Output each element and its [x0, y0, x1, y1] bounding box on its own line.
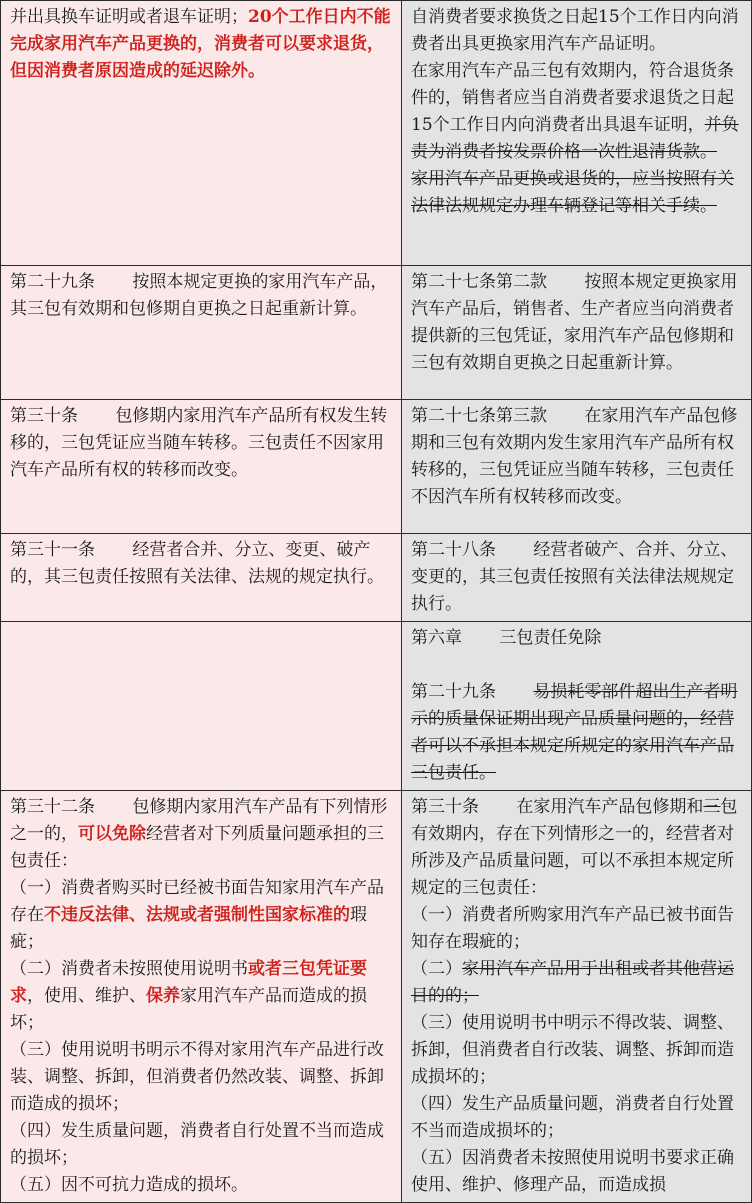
text: 并出具换车证明或者退车证明；	[10, 7, 248, 27]
text: 第二十九条	[10, 272, 95, 292]
paragraph	[10, 1037, 393, 1118]
paragraph	[411, 902, 743, 956]
old-provision-cell	[402, 622, 752, 791]
table-row	[1, 400, 752, 534]
text: 第二十九条	[411, 682, 496, 702]
text: 经营者合并、分立、变更、破产的，其三包责任按照有关法律、法规的规定执行。	[10, 540, 384, 587]
paragraph	[10, 4, 393, 85]
struck-text: 家用汽车产品用于出租或者其他营运目的的；	[411, 959, 734, 1006]
new-provision-cell	[1, 622, 402, 791]
text: 自消费者要求换货之日起15个工作日内向消费者出具更换家用汽车产品证明。	[411, 7, 739, 54]
old-provision-cell	[402, 534, 752, 622]
paragraph	[411, 537, 743, 618]
paragraph	[411, 1091, 743, 1145]
new-provision-cell	[1, 1, 402, 266]
paragraph	[411, 794, 743, 902]
paragraph	[411, 4, 743, 58]
paragraph	[411, 625, 743, 652]
paragraph	[10, 956, 393, 1037]
text: （二）消费者未按照使用说明书	[10, 959, 248, 979]
text: 经营者对下列质量问题承担的三包责任：	[10, 824, 384, 871]
text: 三包责任免除	[499, 628, 602, 648]
new-provision-cell	[1, 266, 402, 400]
paragraph	[411, 166, 743, 220]
new-provision-cell	[1, 400, 402, 534]
text: 按照本规定更换的家用汽车产品，其三包有效期和包修期自更换之日起重新计算。	[10, 272, 388, 319]
text: 瑕疵；	[10, 905, 367, 952]
text: （三）使用说明书中明示不得改装、调整、拆卸，但消费者自行改装、调整、拆卸而造成损坏的；	[411, 1013, 734, 1087]
text: 在家用汽车产品包修期和三包有效期内发生家用汽车产品所有权转移的，三包凭证应当随车转移，三包责任不因汽车所有权转移而改变。	[411, 406, 738, 507]
paragraph	[411, 1010, 743, 1091]
old-provision-cell	[402, 1, 752, 266]
struck-text: 并负责为消费者按发票价格一次性退清货款。	[411, 115, 739, 162]
text: （五）因消费者未按照使用说明书要求正确使用、维护、修理产品，而造成损	[411, 1148, 734, 1195]
text: 第三十二条	[10, 797, 95, 817]
text: 第三十条	[411, 797, 479, 817]
text: 经营者破产、合并、分立、变更的，其三包责任按照有关法律法规规定执行。	[411, 540, 738, 614]
text: 第二十七条第二款	[411, 272, 547, 292]
new-provision-cell	[1, 791, 402, 1203]
highlighted-text: 不违反法律、法规或者强制性国家标准的	[44, 905, 350, 925]
old-provision-cell	[402, 400, 752, 534]
new-provision-cell	[1, 534, 402, 622]
text: （一）消费者所购家用汽车产品已被书面告知存在瑕疵的；	[411, 905, 734, 952]
text: 在家用汽车产品三包有效期内，符合退货条件的，销售者应当自消费者要求退货之日起15个工作日内向消费者出具退车证明，	[411, 61, 734, 135]
table-row	[1, 266, 752, 400]
paragraph	[411, 652, 743, 679]
text: 包修期内家用汽车产品有下列情形之一的，	[10, 797, 388, 844]
struck-text: 易损耗零部件超出生产者明示的质量保证期出现产品质量问题的，经营者可以不承担本规定所规定的家用汽车产品三包责任。	[411, 682, 738, 783]
old-provision-cell	[402, 791, 752, 1203]
highlighted-text: 可以免除	[78, 824, 146, 844]
text: 第二十七条第三款	[411, 406, 547, 426]
paragraph	[10, 1172, 393, 1199]
highlighted-text: 或者三包凭证要求	[10, 959, 367, 1006]
text: （二）	[411, 959, 462, 979]
text: 第三十一条	[10, 540, 95, 560]
text: 第三十条	[10, 406, 78, 426]
text: 第二十八条	[411, 540, 496, 560]
text: 家用汽车产品而造成的损坏；	[10, 986, 367, 1033]
paragraph	[10, 1118, 393, 1172]
paragraph	[10, 403, 393, 484]
text: 第六章	[411, 628, 462, 648]
paragraph	[411, 403, 743, 511]
paragraph	[411, 58, 743, 166]
paragraph	[10, 875, 393, 956]
paragraph	[10, 269, 393, 323]
table-row	[1, 1, 752, 266]
paragraph	[411, 1145, 743, 1199]
text: （四）发生质量问题，消费者自行处置不当而造成的损坏；	[10, 1121, 384, 1168]
text: ，使用、维护、	[27, 986, 146, 1006]
text: （一）消费者购买时已经被书面告知家用汽车产品存在	[10, 878, 384, 925]
old-provision-cell	[402, 266, 752, 400]
paragraph	[411, 956, 743, 1010]
text: （三）使用说明书明示不得对家用汽车产品进行改装、调整、拆卸，但消费者仍然改装、调整、拆卸而造成的损坏；	[10, 1040, 384, 1114]
table-row	[1, 534, 752, 622]
struck-text: 三	[703, 797, 721, 817]
paragraph	[411, 269, 743, 377]
paragraph	[10, 794, 393, 875]
paragraph	[10, 537, 393, 591]
highlighted-text: 20个工作日内不能完成家用汽车产品更换的，消费者可以要求退货，但因消费者原因造成的延迟除外。	[10, 7, 391, 81]
comparison-table-body	[1, 1, 752, 1203]
text: （四）发生产品质量问题，消费者自行处置不当而造成损坏的；	[411, 1094, 734, 1141]
text: 包有效期内，存在下列情形之一的，经营者对所涉及产品质量问题，可以不承担本规定所规定的三包责任：	[411, 797, 738, 898]
text: （五）因不可抗力造成的损坏。	[10, 1175, 248, 1195]
struck-text: 家用汽车产品更换或退货的，应当按照有关法律法规规定办理车辆登记等相关手续。	[411, 169, 734, 216]
table-row	[1, 791, 752, 1203]
highlighted-text: 保养	[146, 986, 180, 1006]
text: 按照本规定更换家用汽车产品后，销售者、生产者应当向消费者提供新的三包凭证，家用汽车产品包修期和三包有效期自更换之日起重新计算。	[411, 272, 738, 373]
text: 在家用汽车产品包修期和	[516, 797, 704, 817]
text: 包修期内家用汽车产品所有权发生转移的，三包凭证应当随车转移。三包责任不因家用汽车产品所有权的转移而改变。	[10, 406, 388, 480]
table-row	[1, 622, 752, 791]
paragraph	[411, 679, 743, 787]
